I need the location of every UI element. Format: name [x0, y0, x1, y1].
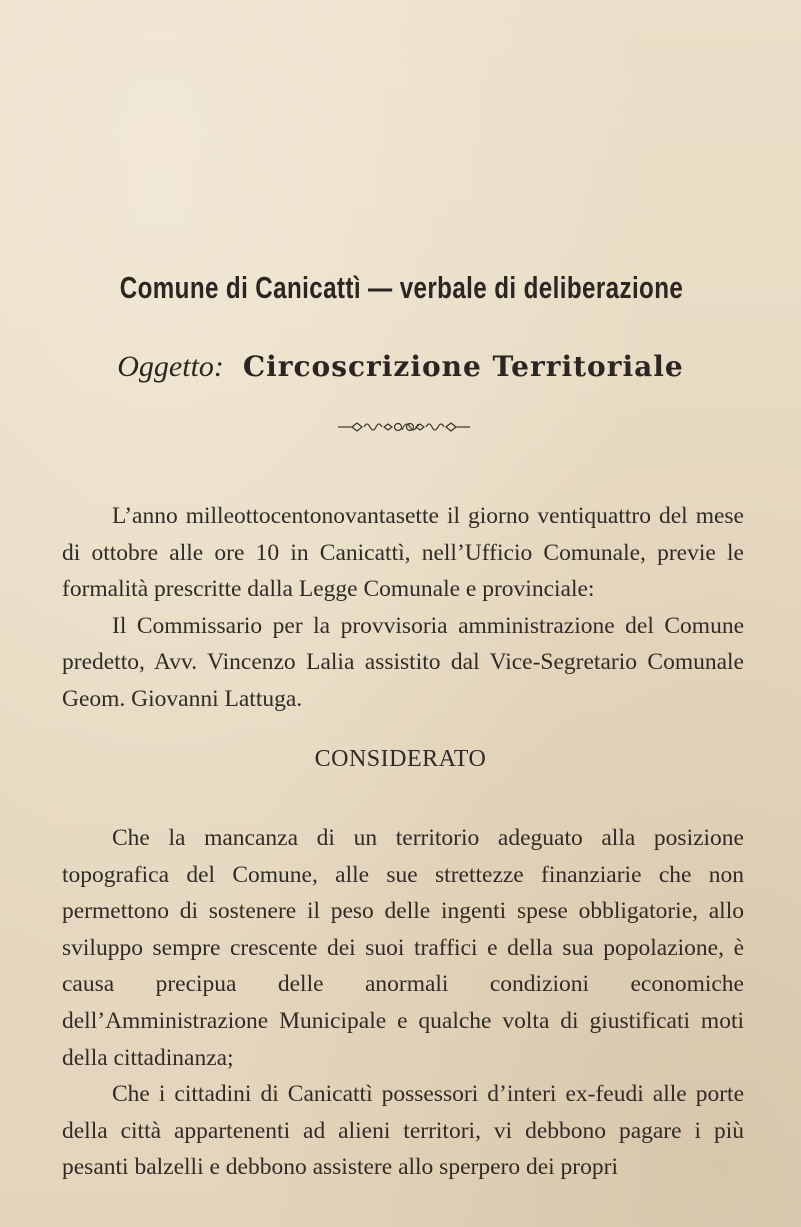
- intro-paragraph-1: L’anno milleottocentonovantasette il giorno ventiquattro del mese di ottobre alle ore 10 in Canicattì, nell’Ufficio Comunale, previe le formalità prescritte dalla Legge Comunale e provinciale:: [62, 503, 744, 603]
- considerato-paragraph-2: Che i cittadini di Canicattì possessori d’interi ex-feudi alle porte della città appartenenti ad alieni territori, vi debbono pagare i più pesanti balzelli e debbono assistere allo sperpero dei propri: [62, 1081, 744, 1181]
- subject-label: Oggetto:: [117, 350, 224, 383]
- section-title: CONSIDERATO: [314, 746, 487, 772]
- considerato-block: [62, 820, 744, 1186]
- intro-block: [62, 498, 744, 718]
- subject-value: Circoscrizione Territoriale: [242, 350, 684, 383]
- considerato-paragraph-1: Che la mancanza di un territorio adeguato alla posizione topografica del Comune, alle sue strettezze finanziarie che non permettono di sostenere il peso delle ingenti spese obbligatorie, allo sviluppo sempre crescente dei suoi traffici e della sua popolazione, è causa precipua delle anormali condizioni economiche dell’Amministrazione Municipale e qualche volta di giustificati moti della cittadinanza;: [62, 825, 744, 1071]
- subject-line: [0, 350, 801, 384]
- decorative-divider-icon: [338, 418, 470, 436]
- intro-paragraph-2: Il Commissario per la provvisoria amministrazione del Comune predetto, Avv. Vincenzo Lalia assistito dal Vice-Segretario Comunale Geom. Giovanni Lattuga.: [62, 612, 744, 712]
- document-heading: Comune di Canicattì — verbale di deliberazione: [119, 270, 684, 305]
